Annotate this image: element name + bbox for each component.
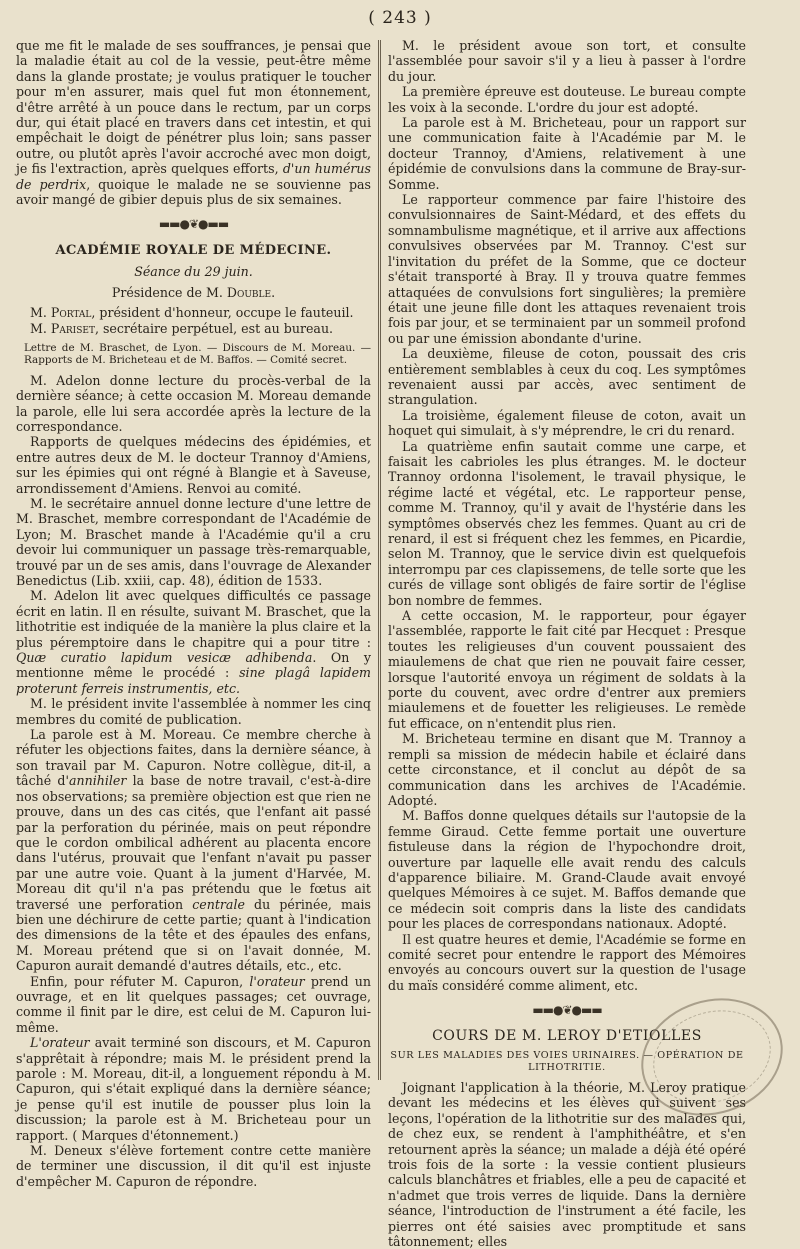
paragraph: M. Adelon donne lecture du procès-verbal de la dernière séance; à cette occasion M. Moreau demande la parole, elle lui sera accordée après la lecture de la correspondance. bbox=[16, 372, 371, 434]
paragraph: M. Bricheteau termine en disant que M. Trannoy a rempli sa mission de médecin habile et éclairé dans cette circonstance, et il conclut au dépôt de sa communication dans les archives de l'Académie. Adopté. bbox=[388, 731, 746, 808]
paragraph: Joignant l'application à la théorie, M. Leroy pratique devant les médecins et les élèves qui suivent ses leçons, l'opération de la lithotritie sur des malades qui, de chez eux, se rendent à l'amphithéâtre, et s'en retournent après la séance; un malade a déjà été opéré trois fois de la sorte : la vessie contient plusieurs calculs blanchâtres et friables, elle a peu de capacité et n'admet que trois verres de liquide. Dans la dernière séance, l'introduction de l'instrument a été facile, les pierres ont été saisies avec promptitude et sans tâtonnement; elles bbox=[388, 1080, 746, 1249]
italic-text: centrale bbox=[192, 896, 245, 912]
text: prend un ouvrage, et en lit quelques passages; cet ouvrage, comme il finit par le dire, est celui de M. Capuron lui-même. bbox=[16, 973, 372, 1035]
name: Pariset bbox=[50, 320, 95, 336]
italic-text: d'un humérus de perdrix bbox=[16, 161, 371, 192]
paragraph: La troisième, également fileuse de coton, avait un hoquet qui simulait, à s'y méprendre, le cri du renard. bbox=[388, 407, 746, 439]
text: Enfin, pour réfuter M. Capuron, bbox=[30, 973, 250, 989]
text: La parole est à M. Moreau. Ce membre cherche à réfuter les objections faites, dans la dernière séance, à son travail par M. Capuron. Notre collègue, dit-il, a tâché d' bbox=[16, 727, 371, 789]
italic-text: annihiler bbox=[68, 773, 127, 789]
session-summary: Lettre de M. Braschet, de Lyon. — Discours de M. Moreau. — Rapports de M. Bricheteau et de M. Baffos. — Comité secret. bbox=[24, 341, 371, 367]
text: Présidence de M. bbox=[111, 284, 227, 300]
paragraph: M. Baffos donne quelques détails sur l'autopsie de la femme Giraud. Cette femme portait une ouverture fistuleuse dans la région de l'hypochondre droit, ouverture par laquelle elle avait rendu des calculs d'apparence biliaire. M. Grand-Claude avait envoyé quelques Mémoires à ce sujet. M. Baffos demande que ce médecin soit compris dans la liste des candidats pour les places de correspondans nationaux. Adopté. bbox=[388, 808, 746, 932]
page-number: ( 243 ) bbox=[368, 8, 432, 28]
text: M. Adelon lit avec quelques difficultés ce passage écrit en latin. Il en résulte, suivant M. Braschet, que la lithotritie est indiquée de la manière la plus claire et la plus péremptoire dans le chapitre qui a pour titre : bbox=[16, 588, 371, 650]
seance-date: Séance du 29 juin. bbox=[134, 264, 253, 280]
text: la base de notre travail, c'est-à-dire nos observations; sa première objection est que rien ne prouve, dans un des cas cités, que l'enfant ait passé par la perforation du périnée, mais on peut répondre que le cordon ombilical adhérent au placenta encore dans l'utérus, prouvait que l'enfant n'avait pu passer par une autre voie. Quant à la jument d'Harvée, M. Moreau dit qu'il n'a pas prétendu que le fœtus ait traversé une perforation bbox=[16, 773, 371, 912]
text: . On y mentionne même le procédé : bbox=[16, 650, 371, 681]
column-rule bbox=[378, 40, 382, 1080]
left-column bbox=[16, 38, 371, 1189]
text: , secrétaire perpétuel, est au bureau. bbox=[94, 320, 334, 336]
paragraph: La parole est à M. Bricheteau, pour un rapport sur une communication faite à l'Académie par M. le docteur Trannoy, d'Amiens, relativement à une épidémie de convulsions dans la commune de Bray-sur-Somme. bbox=[388, 115, 746, 192]
italic-text: sine plagâ lapidem proterunt ferreis instrumentis, etc. bbox=[16, 665, 371, 696]
paragraph: La quatrième enfin sautait comme une carpe, et faisait les cabrioles les plus étranges. M. le docteur Trannoy ordonna l'isolement, le travail physique, le régime lacté et végétal, etc. Le rapporteur pense, comme M. Trannoy, qu'il y avait de l'hystérie dans les symptômes observés chez les femmes. Quant au cri de renard, il est si fréquent chez les femmes, en Picardie, selon M. Trannoy, que le service divin est quelquefois interrompu par ces clapissemens, de telle sorte que les curés de village sont obligés de faire sortir de l'église bon nombre de femmes. bbox=[388, 438, 746, 608]
paragraph: A cette occasion, M. le rapporteur, pour égayer l'assemblée, rapporte le fait cité par Hecquet : Presque toutes les religieuses d'un couvent poussaient des miaulemens de chat que rien ne pouvait faire cesser, lorsque l'autorité envoya un régiment de soldats à la porte du couvent, avec ordre d'entrer aux premiers miaulemens et de fouetter les religieuses. Le remède fut efficace, on n'entendit plus rien. bbox=[388, 608, 746, 731]
paragraph: M. le président avoue son tort, et consulte l'assemblée pour savoir s'il y a lieu à passer à l'ordre du jour. bbox=[388, 38, 746, 84]
text: avait terminé son discours, et M. Capuron s'apprêtait à répondre; mais M. le président prend la parole : M. Moreau, dit-il, a longuement répondu à M. Capuron, qui s'était expliqué dans la dernière séance; je pense qu'il est inutile de pousser plus loin la discussion; la parole est à M. Bricheteau pour un rapport. ( Marques d'étonnement.) bbox=[16, 1035, 371, 1143]
paragraph: M. le secrétaire annuel donne lecture d'une lettre de M. Braschet, membre correspondant de l'Académie de Lyon; M. Braschet mande à l'Académie qu'il a cru devoir lui communiquer un passage très-remarquable, trouvé par un de ses amis, dans l'ouvrage de Alexander Benedictus (Lib. xxiii, cap. 48), édition de 1533. bbox=[16, 495, 371, 588]
name: Double. bbox=[226, 284, 276, 300]
presidence bbox=[16, 285, 371, 300]
text: , président d'honneur, occupe le fauteuil. bbox=[91, 305, 354, 321]
paragraph: Il est quatre heures et demie, l'Académie se forme en comité secret pour entendre le rapport des Mémoires envoyés au concours ouvert sur la question de l'usage du maïs considéré comme aliment, etc. bbox=[388, 931, 746, 993]
paragraph bbox=[16, 1035, 371, 1143]
section-subtitle: SUR LES MALADIES DES VOIES URINAIRES. — OPÉRATION DE LITHOTRITIE. bbox=[390, 1050, 744, 1073]
paragraph: La première épreuve est douteuse. Le bureau compte les voix à la seconde. L'ordre du jour est adopté. bbox=[388, 84, 746, 115]
text: que me fit le malade de ses souffrances, je pensai que la maladie était au col de la vessie, peut-être même dans la glande prostate; je voulus pratiquer le toucher pour m'en assurer, mais quel fut mon étonnement, d'être arrêté à un pouce dans le rectum, par un corps dur, qui était placé en travers dans cet intestin, et qui empêchait le doigt de pénétrer plus loin; sans passer outre, ou plutôt après l'avoir accroché avec mon doigt, je fis l'extraction, après quelques efforts, bbox=[16, 38, 371, 177]
italic-text: L'orateur bbox=[30, 1035, 90, 1051]
paragraph: Rapports de quelques médecins des épidémies, et entre autres deux de M. le docteur Trannoy d'Amiens, sur les épimies qui ont régné à Blangie et à Saveuse, arrondissement d'Amiens. Renvoi au comité. bbox=[16, 434, 371, 496]
name: Portal bbox=[50, 305, 92, 321]
paragraph bbox=[16, 974, 371, 1036]
fleuron-divider: ▬▬●❦●▬▬ bbox=[158, 217, 229, 232]
paragraph: M. Pariset, secrétaire perpétuel, est au bureau. bbox=[30, 320, 334, 336]
section-title: COURS DE M. LEROY D'ETIOLLES bbox=[432, 1027, 702, 1044]
paragraph bbox=[16, 38, 371, 207]
section-title: ACADÉMIE ROYALE DE MÉDECINE. bbox=[55, 242, 332, 258]
paragraph bbox=[16, 727, 371, 974]
paragraph: M. Deneux s'élève fortement contre cette manière de terminer une discussion, il dit qu'il est injuste d'empêcher M. Capuron de répondre. bbox=[16, 1143, 371, 1189]
paragraph: Le rapporteur commence par faire l'histoire des convulsionnaires de Saint-Médard, et des effets du somnambulisme magnétique, et il arrive aux affections convulsives observées par M. Trannoy. C'est sur l'invitation du préfet de la Somme, que ce docteur s'était transporté à Bray. Il y trouva quatre femmes attaquées de convulsions fort singulières; la première était une jeune fille dont les attaques revenaient trois fois par jour, et se terminaient par un sommeil profond ou par une émission abondante d'urine. bbox=[388, 192, 746, 346]
paragraph: La deuxième, fileuse de coton, poussait des cris entièrement semblables à ceux du coq. Les symptômes revenaient aussi par accès, avec sentiment de strangulation. bbox=[388, 346, 746, 408]
text: , quoique le malade ne se souvienne pas avoir mangé de gibier depuis plus de six semaines. bbox=[16, 176, 371, 208]
paragraph: M. le président invite l'assemblée à nommer les cinq membres du comité de publication. bbox=[16, 696, 371, 727]
paragraph: M. Portal, président d'honneur, occupe le fauteuil. bbox=[30, 305, 354, 321]
fleuron-divider: ▬▬●❦●▬▬ bbox=[532, 1003, 602, 1018]
italic-text: l'orateur bbox=[249, 973, 305, 989]
italic-text: Quæ curatio lapidum vesicæ adhibenda bbox=[16, 650, 313, 666]
paragraph bbox=[16, 588, 371, 696]
text: du périnée, mais bien une déchirure de cette partie; quant à l'indication des dimensions de la tête et des épaules des enfans, M. Moreau prétend que si on l'avait donnée, M. Capuron aurait demandé d'autres détails, etc., etc. bbox=[16, 896, 371, 974]
